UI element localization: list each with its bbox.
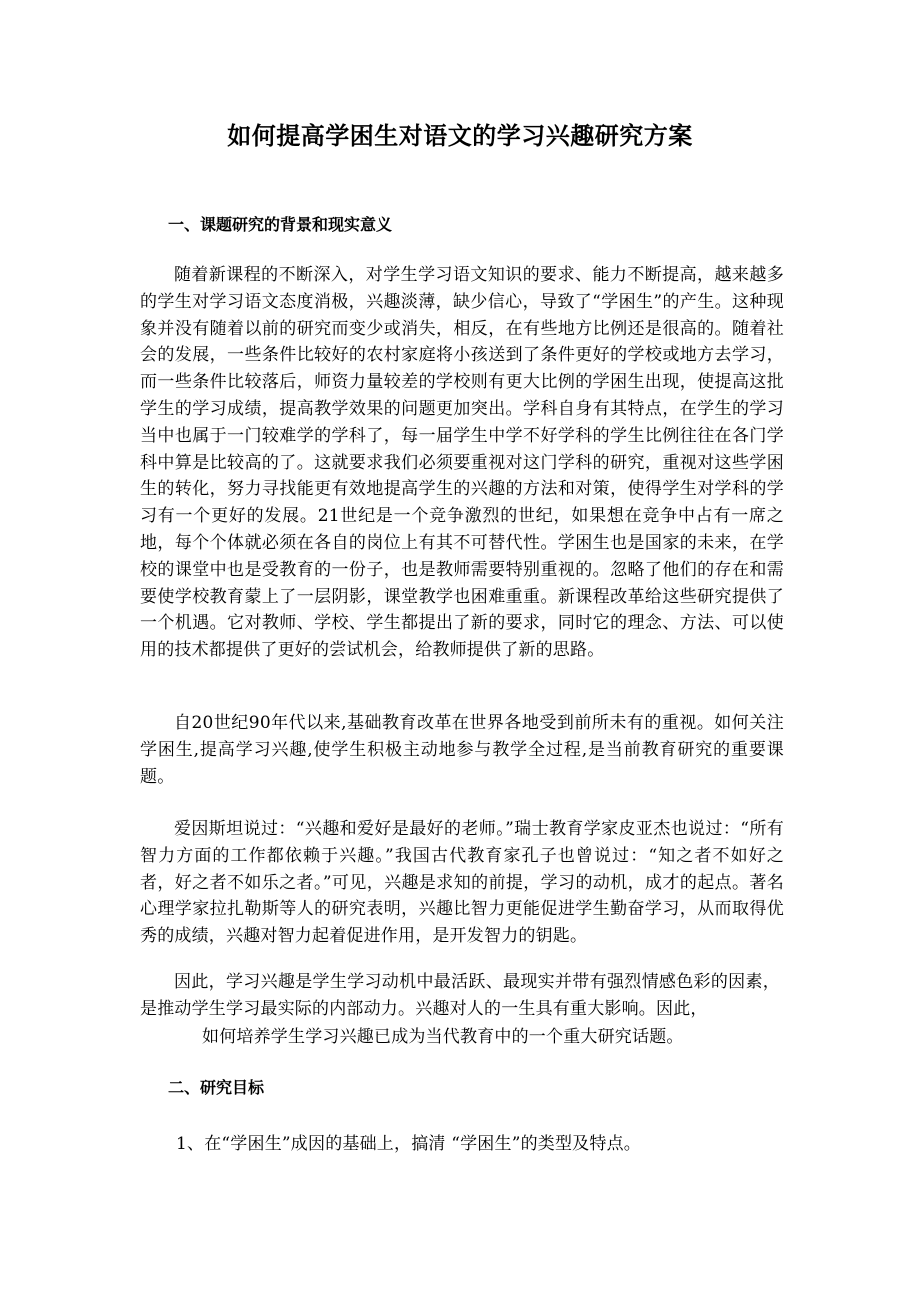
- document-title: 如何提高学困生对语文的学习兴趣研究方案: [227, 122, 693, 150]
- paragraph-conclusion-continuation: 如何培养学生学习兴趣已成为当代教育中的一个重大研究话题。: [202, 1027, 684, 1047]
- paragraph-education-reform: 自20世纪90年代以来,基础教育改革在世界各地受到前所未有的重视。如何关注学困生,提高学习兴趣,使学生积极主动地参与教学全过程,是当前教育研究的重要课题。: [140, 713, 784, 787]
- paragraph-background: 随着新课程的不断深入，对学生学习语文知识的要求、能力不断提高，越来越多的学生对学习语文态度消极，兴趣淡薄，缺少信心，导致了“学困生”的产生。这种现象并没有随着以前的研究而变少或消失，相反，在有些地方比例还是很高的。随着社会的发展，一些条件比较好的农村家庭将小孩送到了条件更好的学校或地方去学习，而一些条件比较落后，师资力量较差的学校则有更大比例的学困生出现，使提高这批学生的学习成绩，提高教学效果的问题更加突出。学科自身有其特点，在学生的学习当中也属于一门较难学的学科了，每一届学生中学不好学科的学生比例往往在各门学科中算是比较高的了。这就要求我们必须要重视对这门学科的研究，重视对这些学困生的转化，努力寻找能更有效地提高学生的兴趣的方法和对策，使得学生对学科的学习有一个更好的发展。21世纪是一个竞争激烈的世纪，如果想在竞争中占有一席之地，每个个体就必须在各自的岗位上有其不可替代性。学困生也是国家的未来，在学校的课堂中也是受教育的一份子，也是教师需要特别重视的。忽略了他们的存在和需要使学校教育蒙上了一层阴影，课堂教学也困难重重。新课程改革给这些研究提供了一个机遇。它对教师、学校、学生都提出了新的要求，同时它的理念、方法、可以使用的技术都提供了更好的尝试机会，给教师提供了新的思路。: [140, 265, 784, 661]
- paragraph-conclusion: 因此，学习兴趣是学生学习动机中最活跃、最现实并带有强烈情感色彩的因素，是推动学生学习最实际的内部动力。兴趣对人的一生具有重大影响。因此，: [140, 972, 780, 1019]
- paragraph-interest-quotes: 爱因斯坦说过：“兴趣和爱好是最好的老师。”瑞士教育学家皮亚杰也说过：“所有智力方面的工作都依赖于兴趣。”我国古代教育家孔子也曾说过：“知之者不如好之者，好之者不如乐之者。”可见，兴趣是求知的前提，学习的动机，成才的起点。著名心理学家拉扎勒斯等人的研究表明，兴趣比智力更能促进学生勤奋学习，从而取得优秀的成绩，兴趣对智力起着促进作用，是开发智力的钥匙。: [140, 819, 784, 947]
- section-heading-goals: 二、研究目标: [168, 1078, 265, 1097]
- goal-item-1: 1、在“学困生”成因的基础上，搞清 “学困生”的类型及特点。: [176, 1134, 641, 1154]
- section-heading-background: 一、课题研究的背景和现实意义: [168, 215, 393, 234]
